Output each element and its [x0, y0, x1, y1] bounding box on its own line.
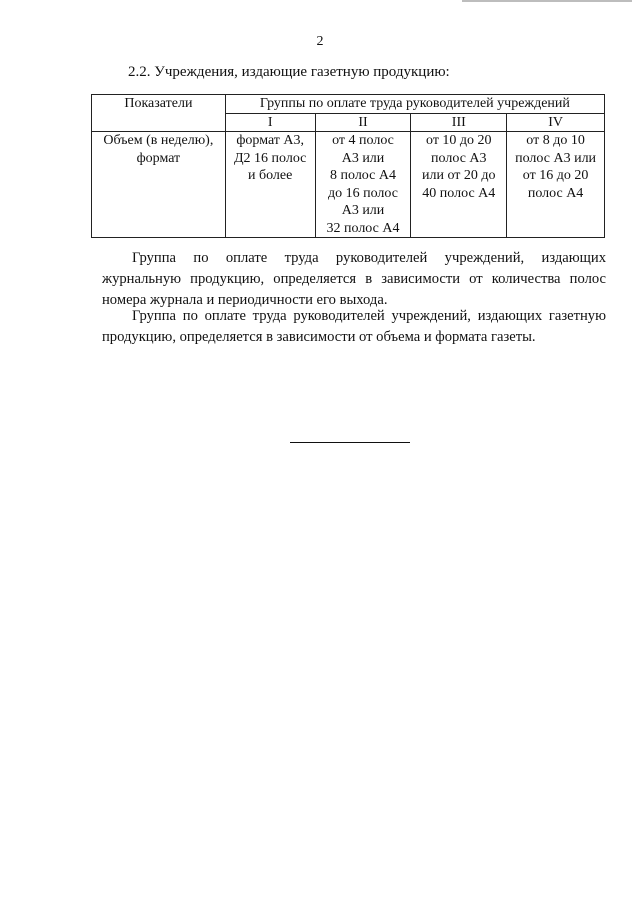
paragraph-newspaper-group: Группа по оплате труда руководителей учреждений, издающих газетную продукцию, определяется в зависимости от объема и формата газеты. — [102, 308, 606, 345]
group-number: IV — [507, 113, 605, 132]
table-header-row — [92, 95, 605, 114]
indicator-header: Показатели — [92, 95, 226, 132]
cell-line: полос А3 — [431, 150, 487, 166]
group-number: III — [411, 113, 507, 132]
page-number: 2 — [316, 34, 324, 49]
cell-line: до 16 полос — [328, 185, 398, 201]
cell-line: А3 или — [341, 203, 385, 218]
cell-line: от 8 до 10 — [526, 133, 585, 148]
cell-line: и более — [248, 168, 293, 183]
section-heading: 2.2. Учреждения, издающие газетную продукцию: — [128, 64, 450, 80]
group-number: II — [315, 113, 411, 132]
cell-line: от 16 до 20 — [522, 168, 589, 183]
cell-line: А3 или — [341, 150, 385, 166]
cell-line: 40 полос А4 — [422, 185, 496, 201]
group-value-cell — [507, 132, 605, 238]
paragraph-journal-group: Группа по оплате труда руководителей учреждений, издающих журнальную продукцию, определяется в зависимости от количества полос номера журнала и периодичности его выхода. — [102, 250, 606, 308]
group-value-cell — [315, 132, 411, 238]
end-separator-line — [290, 442, 410, 443]
cell-line: или от 20 до — [422, 168, 496, 183]
top-edge-line — [462, 0, 632, 2]
cell-line: полос А4 — [527, 185, 584, 201]
table-row — [92, 132, 605, 238]
cell-line: 32 полос А4 — [326, 220, 400, 236]
group-number: I — [225, 113, 315, 132]
payment-groups-table — [91, 94, 605, 238]
groups-header: Группы по оплате труда руководителей учреждений — [225, 95, 604, 114]
cell-line: формат А3, — [236, 133, 305, 148]
group-value-cell — [225, 132, 315, 238]
cell-line: от 4 полос — [332, 133, 394, 148]
cell-line: 8 полос А4 — [330, 168, 396, 183]
group-value-cell — [411, 132, 507, 238]
cell-line: от 10 до 20 — [426, 133, 492, 148]
indicator-cell: Объем (в неделю), формат — [92, 132, 226, 238]
cell-line: полос А3 или — [515, 150, 597, 166]
cell-line: Д2 16 полос — [233, 150, 307, 166]
